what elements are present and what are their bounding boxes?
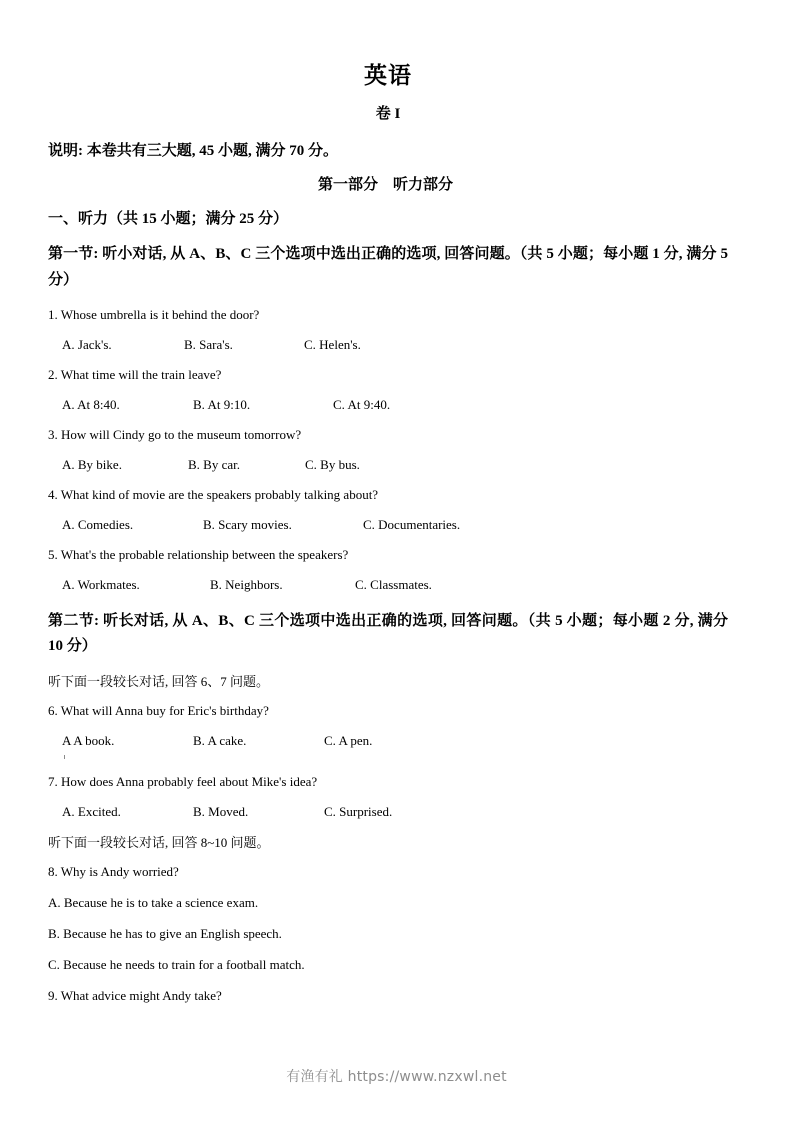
question-stem: 7. How does Anna probably feel about Mike's idea?: [48, 774, 318, 790]
question-options: [48, 503, 728, 534]
option-a[interactable]: A. Workmates.: [62, 576, 140, 592]
part-one-title: 第一部分 听力部分: [317, 177, 453, 194]
option-a[interactable]: A. Jack's.: [62, 336, 112, 352]
option-b[interactable]: B. Sara's.: [184, 336, 233, 352]
question-stem: 9. What advice might Andy take?: [48, 987, 222, 1003]
question-options: [48, 443, 728, 474]
option-c[interactable]: C. Because he needs to train for a football match.: [48, 956, 305, 972]
option-c[interactable]: C. Helen's.: [304, 336, 361, 352]
question-stem: 8. Why is Andy worried?: [48, 863, 179, 879]
footer-watermark: 有渔有礼 https://www.nzxwl.net: [286, 1069, 507, 1085]
listening-directive-6-7: 听下面一段较长对话, 回答 6、7 问题。: [48, 674, 270, 690]
option-a[interactable]: A. At 8:40.: [62, 396, 120, 412]
question-stem: 4. What kind of movie are the speakers probably talking about?: [48, 486, 379, 502]
question-options: [48, 383, 728, 414]
option-a[interactable]: A A book.: [62, 733, 115, 749]
section-b-heading: 第二节: 听长对话, 从 A、B、C 三个选项中选出正确的选项, 回答问题。（共 5 小题；每小题 2 分, 满分 10 分）: [48, 612, 728, 655]
question-options: [48, 323, 728, 354]
option-c[interactable]: C. At 9:40.: [333, 396, 391, 412]
option-a[interactable]: A. Excited.: [62, 803, 121, 819]
option-b[interactable]: B. Neighbors.: [210, 576, 283, 592]
question-stem: 2. What time will the train leave?: [48, 366, 222, 382]
question-options: [48, 790, 728, 821]
listening-directive-8-10: 听下面一段较长对话, 回答 8~10 问题。: [48, 834, 270, 850]
document-content: [48, 0, 728, 1004]
paper-volume-label: 卷 I: [375, 106, 401, 123]
question-options: [48, 719, 728, 750]
question-stem: 1. Whose umbrella is it behind the door?: [48, 306, 260, 322]
option-b[interactable]: B. Because he has to give an English speech.: [48, 925, 282, 941]
question-stem: 6. What will Anna buy for Eric's birthday?: [48, 703, 269, 719]
question-stem: 3. How will Cindy go to the museum tomorrow?: [48, 426, 302, 442]
option-b[interactable]: B. Moved.: [193, 803, 249, 819]
option-b[interactable]: B. By car.: [188, 456, 240, 472]
question-options: [48, 563, 728, 594]
section-one-heading: 一、听力（共 15 小题；满分 25 分）: [48, 210, 289, 227]
option-b[interactable]: B. Scary movies.: [203, 516, 292, 532]
option-c[interactable]: C. A pen.: [324, 733, 373, 749]
section-a-heading: 第一节: 听小对话, 从 A、B、C 三个选项中选出正确的选项, 回答问题。（共 5 小题；每小题 1 分, 满分 5 分）: [48, 246, 728, 289]
question-stem: 5. What's the probable relationship between the speakers?: [48, 546, 349, 562]
option-c[interactable]: C. Surprised.: [324, 803, 393, 819]
option-a[interactable]: A. Comedies.: [62, 516, 134, 532]
option-a[interactable]: A. Because he is to take a science exam.: [48, 894, 259, 910]
option-b[interactable]: B. A cake.: [193, 733, 247, 749]
page-title: 英语: [364, 63, 412, 88]
option-a[interactable]: A. By bike.: [62, 456, 122, 472]
scan-artifact-mark: [64, 755, 65, 759]
option-c[interactable]: C. By bus.: [305, 456, 360, 472]
exam-instructions-note: 说明: 本卷共有三大题, 45 小题, 满分 70 分。: [48, 142, 338, 159]
option-b[interactable]: B. At 9:10.: [193, 396, 251, 412]
option-c[interactable]: C. Documentaries.: [363, 516, 461, 532]
option-c[interactable]: C. Classmates.: [355, 576, 432, 592]
